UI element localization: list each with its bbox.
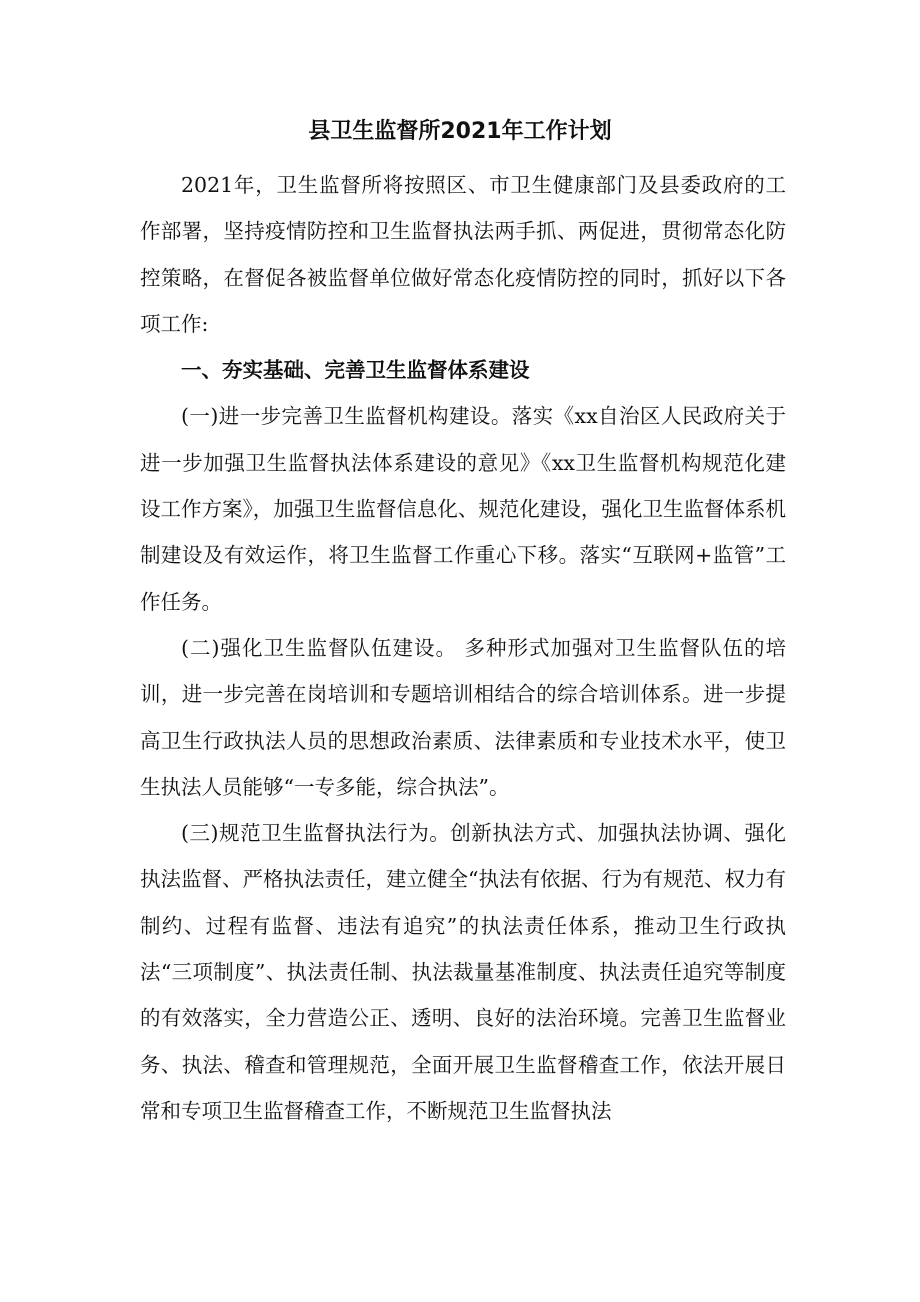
paragraph-item-3: (三)规范卫生监督执法行为。创新执法方式、加强执法协调、强化执法监督、严格执法责任，建立健全“执法有依据、行为有规范、权力有制约、过程有监督、违法有追究”的执法责任体系，推动卫生行政执法“三项制度”、执法责任制、执法裁量基准制度、执法责任追究等制度的有效落实，全力营造公正、透明、良好的法治环境。完善卫生监督业务、执法、稽查和管理规范，全面开展卫生监督稽查工作，依法开展日常和专项卫生监督稽查工作，不断规范卫生监督执法 <box>140 821 786 1123</box>
document-title: 县卫生监督所2021年工作计划 <box>308 119 612 144</box>
intro-paragraph: 2021年，卫生监督所将按照区、市卫生健康部门及县委政府的工作部署，坚持疫情防控和卫生监督执法两手抓、两促进，贯彻常态化防控策略，在督促各被监督单位做好常态化疫情防控的同时，抓好以下各项工作: <box>140 173 786 336</box>
section-heading-1: 一、夯实基础、完善卫生监督体系建设 <box>181 358 530 383</box>
document-body <box>140 162 786 1134</box>
paragraph-item-2: (二)强化卫生监督队伍建设。 多种形式加强对卫生监督队伍的培训，进一步完善在岗培训和专题培训相结合的综合培训体系。进一步提高卫生行政执法人员的思想政治素质、法律素质和专业技术水平，使卫生执法人员能够“一专多能，综合执法”。 <box>140 635 786 799</box>
paragraph-item-1: (一)进一步完善卫生监督机构建设。落实《xx自治区人民政府关于进一步加强卫生监督执法体系建设的意见》《xx卫生监督机构规范化建设工作方案》，加强卫生监督信息化、规范化建设，强化卫生监督体系机制建设及有效运作，将卫生监督工作重心下移。落实“互联网+监管”工作任务。 <box>140 404 786 614</box>
